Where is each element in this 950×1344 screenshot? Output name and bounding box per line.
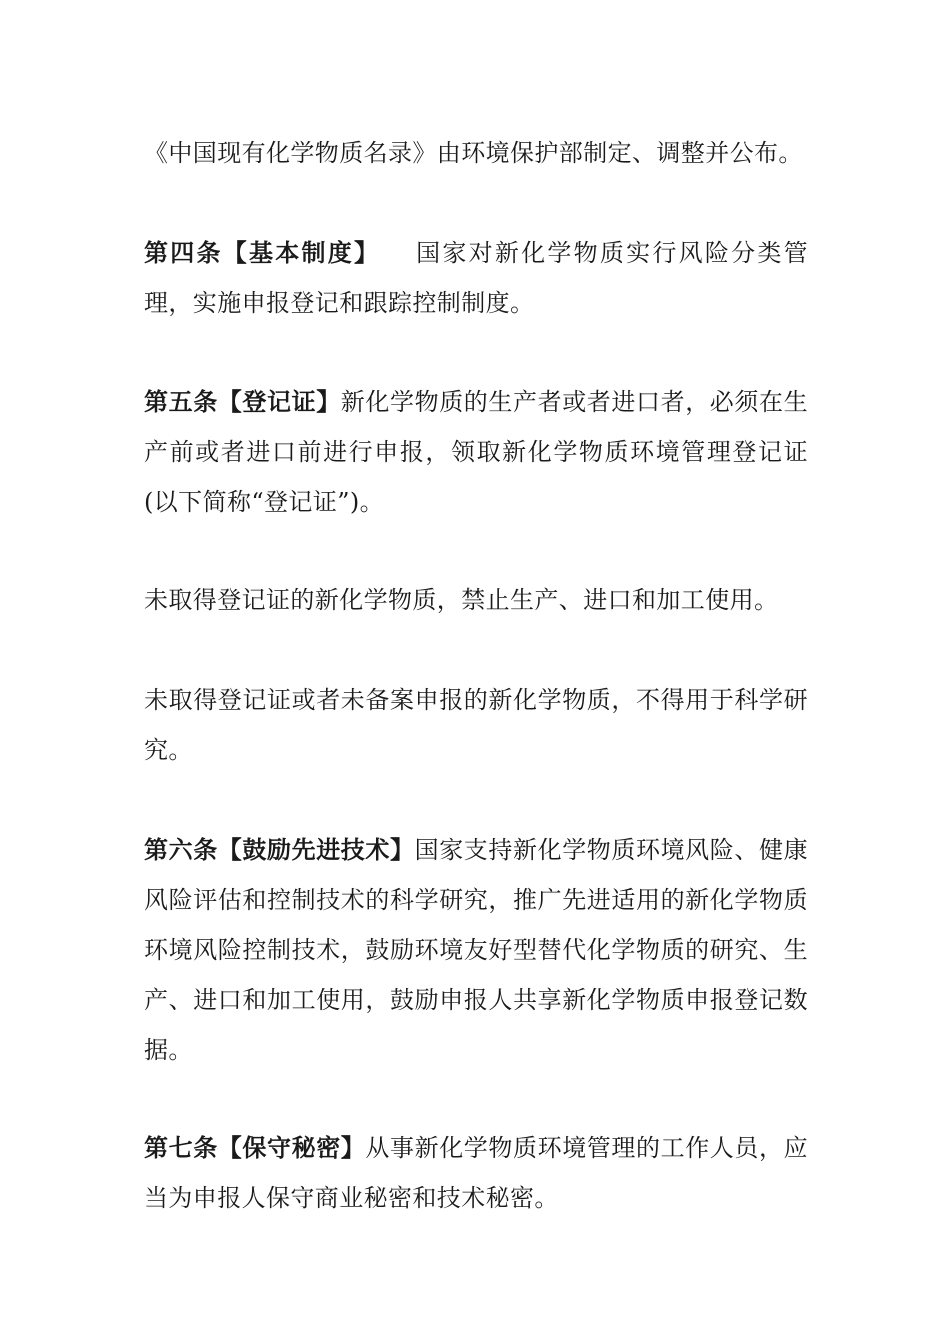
article-text: 从事新化学物质环境管理的工作人员，应当为申报人保守商业秘密和技术秘密。 (144, 1134, 808, 1212)
article-text: 国家对新化学物质实行风险分类管理，实施申报登记和跟踪控制制度。 (144, 239, 808, 317)
paragraph-text: 未取得登记证的新化学物质，禁止生产、进口和加工使用。 (144, 586, 779, 614)
paragraph-production-ban (144, 575, 808, 625)
article-heading: 第四条【基本制度】 (144, 238, 381, 267)
article-5-registration-certificate (144, 377, 808, 527)
article-text: 国家支持新化学物质环境风险、健康风险评估和控制技术的科学研究，推广先进适用的新化学物质环境风险控制技术，鼓励环境友好型替代化学物质的研究、生产、进口和加工使用，鼓励申报人共享新化学物质申报登记数据。 (144, 836, 808, 1064)
paragraph-text: 未取得登记证或者未备案申报的新化学物质，不得用于科学研究。 (144, 686, 808, 764)
article-7-confidentiality (144, 1123, 808, 1223)
article-heading: 第七条【保守秘密】 (144, 1133, 366, 1162)
article-4-basic-system (144, 228, 808, 328)
paragraph-research-ban (144, 675, 808, 775)
article-6-advanced-technology (144, 825, 808, 1075)
article-heading: 第六条【鼓励先进技术】 (144, 835, 415, 864)
article-heading: 第五条【登记证】 (144, 387, 341, 416)
paragraph-text: 《中国现有化学物质名录》由环境保护部制定、调整并公布。 (144, 139, 803, 167)
article-text: 新化学物质的生产者或者进口者，必须在生产前或者进口前进行申报，领取新化学物质环境管理登记证(以下简称“登记证”)。 (144, 388, 808, 516)
paragraph-directory-notice (144, 128, 808, 178)
